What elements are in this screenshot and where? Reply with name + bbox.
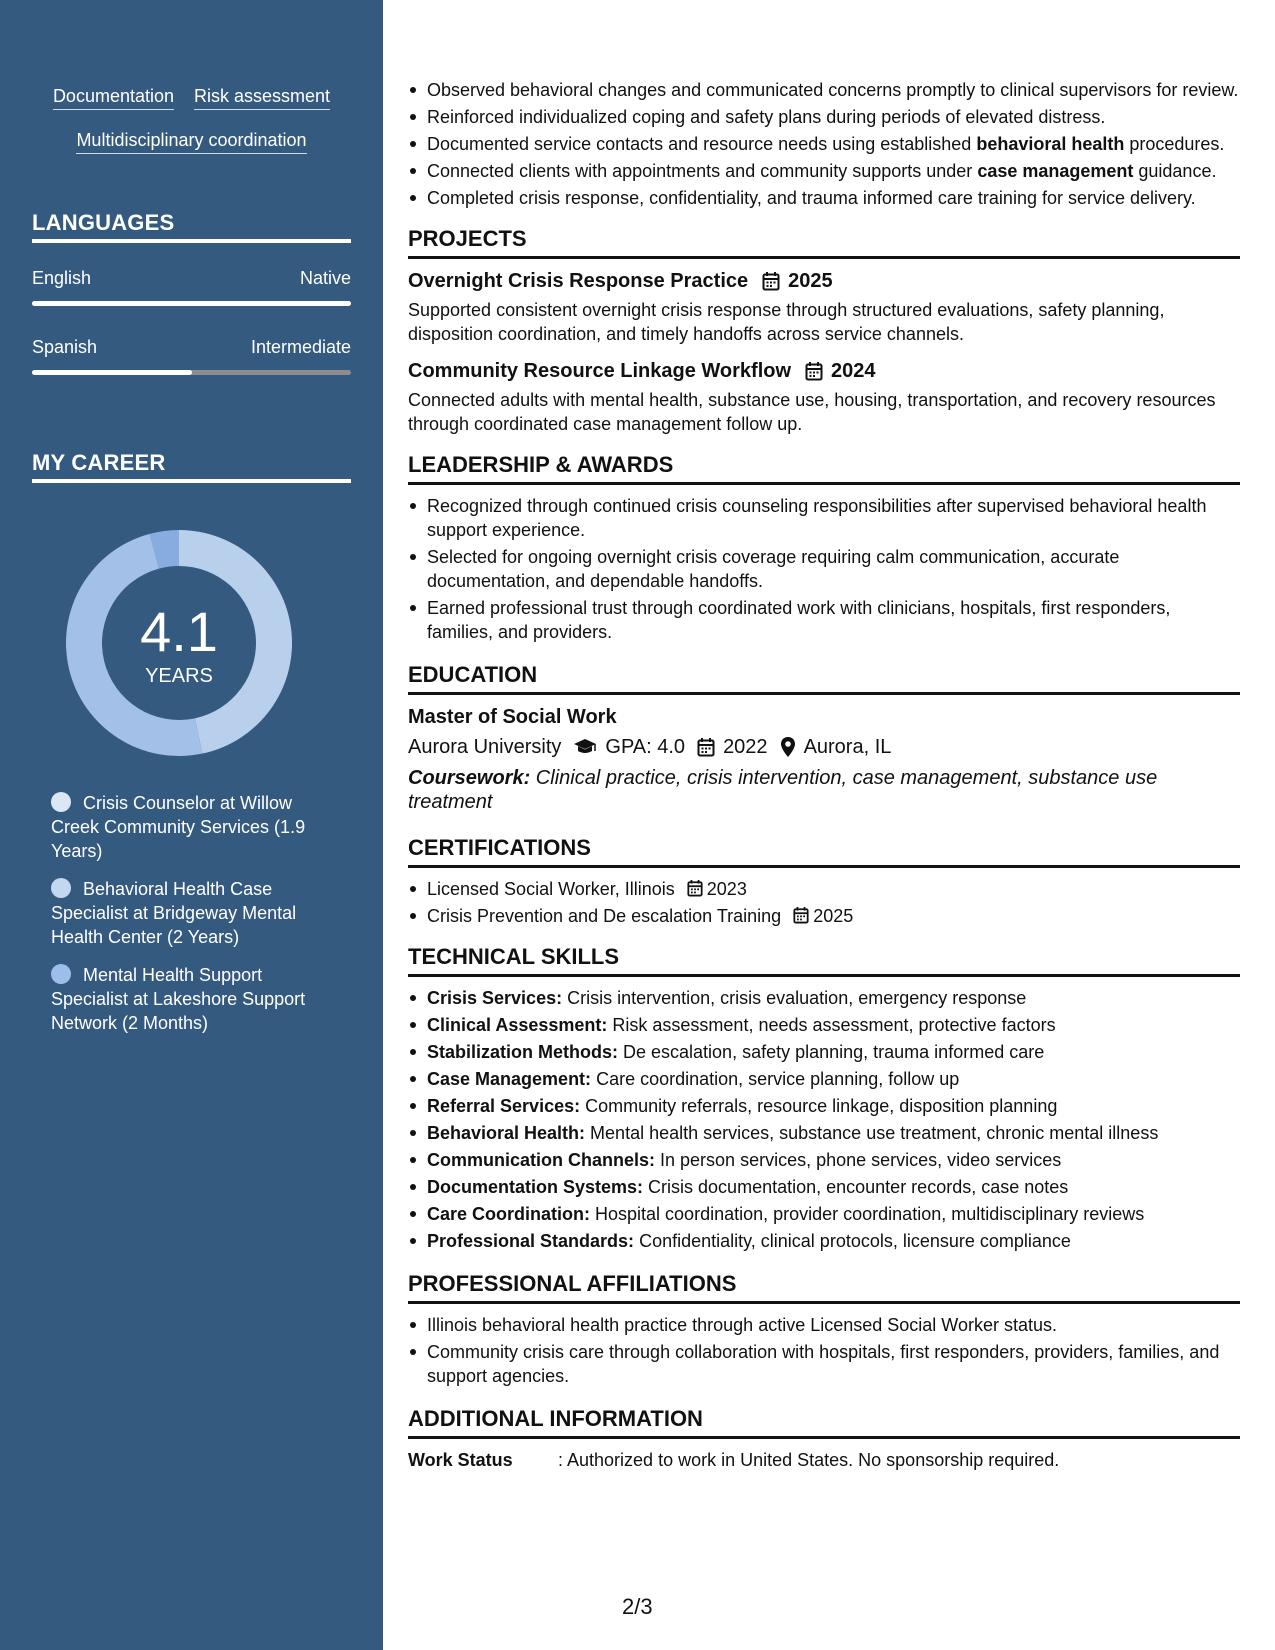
experience-bullets bbox=[408, 78, 1240, 210]
skill-tag[interactable]: Risk assessment bbox=[194, 86, 330, 110]
certification-name: Licensed Social Worker, Illinois bbox=[427, 879, 675, 899]
language-name: Spanish bbox=[32, 337, 98, 357]
career-item bbox=[51, 791, 331, 863]
skill-value: Confidentiality, clinical protocols, licensure compliance bbox=[634, 1231, 1071, 1251]
career-item bbox=[51, 877, 331, 949]
career-dot-icon bbox=[51, 878, 71, 898]
career-donut-chart bbox=[66, 530, 292, 756]
skill-label: Care Coordination: bbox=[427, 1204, 591, 1224]
list-item: Selected for ongoing overnight crisis coverage requiring calm communication, accurate documentation, and dependable handoffs. bbox=[408, 545, 1240, 593]
education-school: Aurora University bbox=[408, 736, 562, 758]
career-heading: MY CAREER bbox=[32, 450, 351, 483]
list-item bbox=[408, 78, 1240, 102]
list-item bbox=[408, 132, 1240, 156]
list-item bbox=[408, 186, 1240, 210]
education-gpa: GPA: 4.0 bbox=[605, 736, 686, 758]
section-title: ADDITIONAL INFORMATION bbox=[408, 1405, 1240, 1439]
list-item bbox=[408, 1040, 1240, 1064]
projects-section bbox=[408, 225, 1240, 436]
language-row bbox=[32, 268, 351, 306]
skill-label: Case Management: bbox=[427, 1069, 592, 1089]
career-dot-icon bbox=[51, 964, 71, 984]
skill-label: Documentation Systems: bbox=[427, 1177, 644, 1197]
bullet-text: Completed crisis response, confidentiality, and trauma informed care training for service delivery. bbox=[427, 188, 1196, 208]
list-item: Earned professional trust through coordinated work with clinicians, hospitals, first responders, families, and providers. bbox=[408, 596, 1240, 644]
list-item bbox=[408, 1121, 1240, 1145]
project-description: Connected adults with mental health, substance use, housing, transportation, and recovery resources through coordinated case management follow up. bbox=[408, 390, 1216, 434]
career-dot-icon bbox=[51, 792, 71, 812]
skill-tags bbox=[20, 86, 363, 174]
skill-tag[interactable]: Multidisciplinary coordination bbox=[76, 130, 306, 154]
language-proficiency-fill bbox=[32, 370, 192, 375]
list-item: Recognized through continued crisis counseling responsibilities after supervised behavioral health support experience. bbox=[408, 494, 1240, 542]
leadership-section bbox=[408, 451, 1240, 644]
list-item bbox=[408, 986, 1240, 1010]
skill-value: Community referrals, resource linkage, disposition planning bbox=[580, 1096, 1058, 1116]
section-title: EDUCATION bbox=[408, 661, 1240, 695]
language-level: Intermediate bbox=[250, 337, 351, 357]
bullet-text: guidance. bbox=[1133, 161, 1217, 181]
list-item bbox=[408, 1229, 1240, 1253]
skill-value: Care coordination, service planning, follow up bbox=[591, 1069, 960, 1089]
list-item bbox=[408, 1067, 1240, 1091]
education-coursework bbox=[408, 766, 1240, 814]
skill-label: Clinical Assessment: bbox=[427, 1015, 608, 1035]
certification-year: 2023 bbox=[706, 879, 747, 899]
bullet-text: Observed behavioral changes and communicated concerns promptly to clinical supervisors for review. bbox=[427, 80, 1239, 100]
education-degree: Master of Social Work bbox=[408, 706, 617, 728]
education-section bbox=[408, 661, 1240, 814]
skill-value: Mental health services, substance use treatment, chronic mental illness bbox=[585, 1123, 1159, 1143]
career-item bbox=[51, 963, 331, 1035]
calendar-icon bbox=[687, 879, 703, 897]
technical-skills-section bbox=[408, 943, 1240, 1253]
list-item bbox=[408, 1202, 1240, 1226]
skill-label: Referral Services: bbox=[427, 1096, 581, 1116]
list-item bbox=[408, 904, 1240, 928]
language-row bbox=[32, 337, 351, 375]
affiliations-section bbox=[408, 1270, 1240, 1388]
skill-value: Risk assessment, needs assessment, protective factors bbox=[607, 1015, 1056, 1035]
list-item bbox=[408, 1175, 1240, 1199]
skill-label: Crisis Services: bbox=[427, 988, 563, 1008]
calendar-icon bbox=[762, 271, 780, 291]
section-title: LEADERSHIP & AWARDS bbox=[408, 451, 1240, 485]
language-proficiency-bar bbox=[32, 370, 351, 375]
bullet-text: Connected clients with appointments and community supports under bbox=[427, 161, 978, 181]
list-item bbox=[408, 159, 1240, 183]
project-description: Supported consistent overnight crisis response through structured evaluations, safety planning, disposition coordination, and timely handoffs across service channels. bbox=[408, 300, 1165, 344]
education-meta bbox=[408, 732, 1240, 762]
career-list bbox=[51, 791, 331, 1049]
project-heading bbox=[408, 358, 1240, 384]
main-content bbox=[408, 78, 1240, 1472]
skill-value: De escalation, safety planning, trauma informed care bbox=[618, 1042, 1045, 1062]
list-item bbox=[408, 877, 1240, 901]
career-item-text: Mental Health Support Specialist at Lakeshore Support Network (2 Months) bbox=[51, 965, 306, 1033]
bullet-text: procedures. bbox=[1124, 134, 1225, 154]
section-title: PROFESSIONAL AFFILIATIONS bbox=[408, 1270, 1240, 1304]
languages-heading: LANGUAGES bbox=[32, 210, 351, 243]
page-number: 2/3 bbox=[622, 1594, 653, 1619]
section-title: CERTIFICATIONS bbox=[408, 834, 1240, 868]
work-status-value: : Authorized to work in United States. No sponsorship required. bbox=[558, 1450, 1060, 1470]
language-proficiency-fill bbox=[32, 301, 351, 306]
work-status-label: Work Status bbox=[408, 1450, 513, 1470]
bullet-text: Reinforced individualized coping and safety plans during periods of elevated distress. bbox=[427, 107, 1106, 127]
list-item: Community crisis care through collaboration with hospitals, first responders, providers, families, and support agencies. bbox=[408, 1340, 1240, 1388]
project-year: 2025 bbox=[788, 270, 833, 292]
skill-label: Stabilization Methods: bbox=[427, 1042, 618, 1062]
list-item bbox=[408, 1013, 1240, 1037]
career-total-unit: YEARS bbox=[145, 665, 213, 687]
coursework-label: Coursework: bbox=[408, 767, 531, 789]
certification-name: Crisis Prevention and De escalation Training bbox=[427, 906, 782, 926]
graduation-cap-icon bbox=[573, 738, 597, 756]
education-year: 2022 bbox=[723, 736, 768, 758]
calendar-icon bbox=[697, 737, 715, 757]
list-item bbox=[408, 105, 1240, 129]
project-year: 2024 bbox=[831, 360, 876, 382]
sidebar bbox=[0, 0, 383, 1650]
section-title: TECHNICAL SKILLS bbox=[408, 943, 1240, 977]
calendar-icon bbox=[805, 361, 823, 381]
language-proficiency-bar bbox=[32, 301, 351, 306]
language-name: English bbox=[32, 268, 92, 288]
section-title: PROJECTS bbox=[408, 225, 1240, 259]
skill-label: Communication Channels: bbox=[427, 1150, 656, 1170]
list-item bbox=[408, 1094, 1240, 1118]
career-item-text: Behavioral Health Case Specialist at Bridgeway Mental Health Center (2 Years) bbox=[51, 879, 297, 947]
project-heading bbox=[408, 268, 1240, 294]
list-item: Illinois behavioral health practice through active Licensed Social Worker status. bbox=[408, 1313, 1240, 1337]
skill-value: In person services, phone services, video services bbox=[655, 1150, 1062, 1170]
coursework-text: Clinical practice, crisis intervention, case management, substance use treatment bbox=[408, 767, 1158, 813]
skill-tag[interactable]: Documentation bbox=[53, 86, 174, 110]
work-status-row bbox=[408, 1448, 1240, 1472]
career-item-text: Crisis Counselor at Willow Creek Community Services (1.9 Years) bbox=[51, 793, 306, 861]
certifications-section bbox=[408, 834, 1240, 928]
project-name: Overnight Crisis Response Practice bbox=[408, 270, 749, 292]
education-location: Aurora, IL bbox=[803, 736, 892, 758]
additional-info-section bbox=[408, 1405, 1240, 1472]
skill-value: Hospital coordination, provider coordination, multidisciplinary reviews bbox=[590, 1204, 1145, 1224]
skill-label: Behavioral Health: bbox=[427, 1123, 586, 1143]
skill-value: Crisis intervention, crisis evaluation, emergency response bbox=[562, 988, 1027, 1008]
skill-value: Crisis documentation, encounter records, case notes bbox=[643, 1177, 1069, 1197]
list-item bbox=[408, 1148, 1240, 1172]
language-level: Native bbox=[299, 268, 351, 288]
skill-label: Professional Standards: bbox=[427, 1231, 635, 1251]
project-name: Community Resource Linkage Workflow bbox=[408, 360, 792, 382]
bullet-bold: case management bbox=[977, 161, 1134, 181]
bullet-text: Documented service contacts and resource needs using established bbox=[427, 134, 977, 154]
certification-year: 2025 bbox=[813, 906, 854, 926]
bullet-bold: behavioral health bbox=[976, 134, 1125, 154]
location-pin-icon bbox=[780, 736, 796, 758]
career-total-value: 4.1 bbox=[140, 600, 218, 663]
calendar-icon bbox=[793, 906, 809, 924]
